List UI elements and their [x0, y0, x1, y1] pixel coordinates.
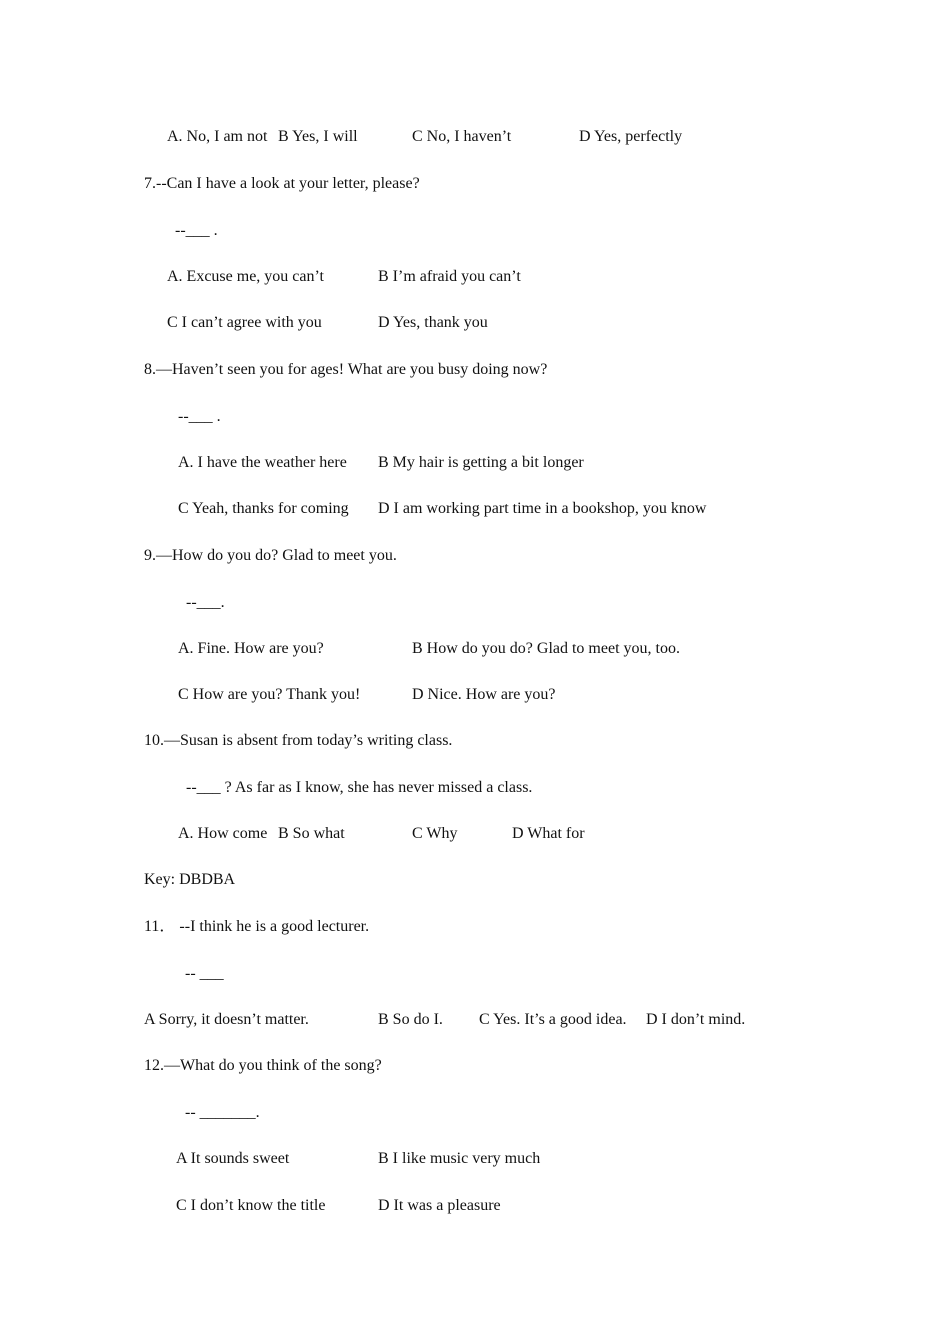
q7-blank: --___ . [175, 222, 218, 239]
q10-option-b: B So what [278, 825, 345, 842]
q8-option-d: D I am working part time in a bookshop, you know [378, 500, 707, 517]
q11-option-a: A Sorry, it doesn’t matter. [144, 1011, 309, 1028]
q9-option-d: D Nice. How are you? [412, 686, 556, 703]
q11-option-c: C Yes. It’s a good idea. [479, 1011, 627, 1028]
q6-option-c: C No, I haven’t [412, 128, 512, 145]
q12-blank: -- _______. [185, 1104, 260, 1121]
q12-option-a: A It sounds sweet [176, 1150, 290, 1167]
q7-option-a: A. Excuse me, you can’t [167, 268, 324, 285]
q11-option-d: D I don’t mind. [646, 1011, 746, 1028]
q12-stem: 12.—What do you think of the song? [144, 1057, 382, 1074]
q11-stem: 11． --I think he is a good lecturer. [144, 918, 370, 935]
q6-option-a: A. No, I am not [167, 128, 268, 145]
q8-blank: --___ . [178, 408, 221, 425]
q8-option-c: C Yeah, thanks for coming [178, 500, 349, 517]
q10-stem: 10.—Susan is absent from today’s writing class. [144, 732, 453, 749]
answer-key: Key: DBDBA [144, 871, 236, 888]
q6-option-d: D Yes, perfectly [579, 128, 683, 145]
q10-option-a: A. How come [178, 825, 268, 842]
q7-option-b: B I’m afraid you can’t [378, 268, 521, 285]
q12-option-b: B I like music very much [378, 1150, 541, 1167]
q11-option-b: B So do I. [378, 1011, 443, 1028]
q9-option-a: A. Fine. How are you? [178, 640, 324, 657]
q9-stem: 9.—How do you do? Glad to meet you. [144, 547, 397, 564]
q10-blank: --___ ? As far as I know, she has never missed a class. [186, 779, 533, 796]
q7-option-d: D Yes, thank you [378, 314, 488, 331]
q8-option-b: B My hair is getting a bit longer [378, 454, 584, 471]
q8-stem: 8.—Haven’t seen you for ages! What are you busy doing now? [144, 361, 548, 378]
q8-option-a: A. I have the weather here [178, 454, 347, 471]
q10-option-c: C Why [412, 825, 458, 842]
q12-option-c: C I don’t know the title [176, 1197, 326, 1214]
q9-option-c: C How are you? Thank you! [178, 686, 361, 703]
q6-option-b: B Yes, I will [278, 128, 358, 145]
q12-option-d: D It was a pleasure [378, 1197, 501, 1214]
q9-option-b: B How do you do? Glad to meet you, too. [412, 640, 680, 657]
q9-blank: --___. [186, 594, 225, 611]
q10-option-d: D What for [512, 825, 585, 842]
q11-blank: -- ___ [185, 965, 224, 982]
q7-stem: 7.--Can I have a look at your letter, please? [144, 175, 420, 192]
q7-option-c: C I can’t agree with you [167, 314, 322, 331]
